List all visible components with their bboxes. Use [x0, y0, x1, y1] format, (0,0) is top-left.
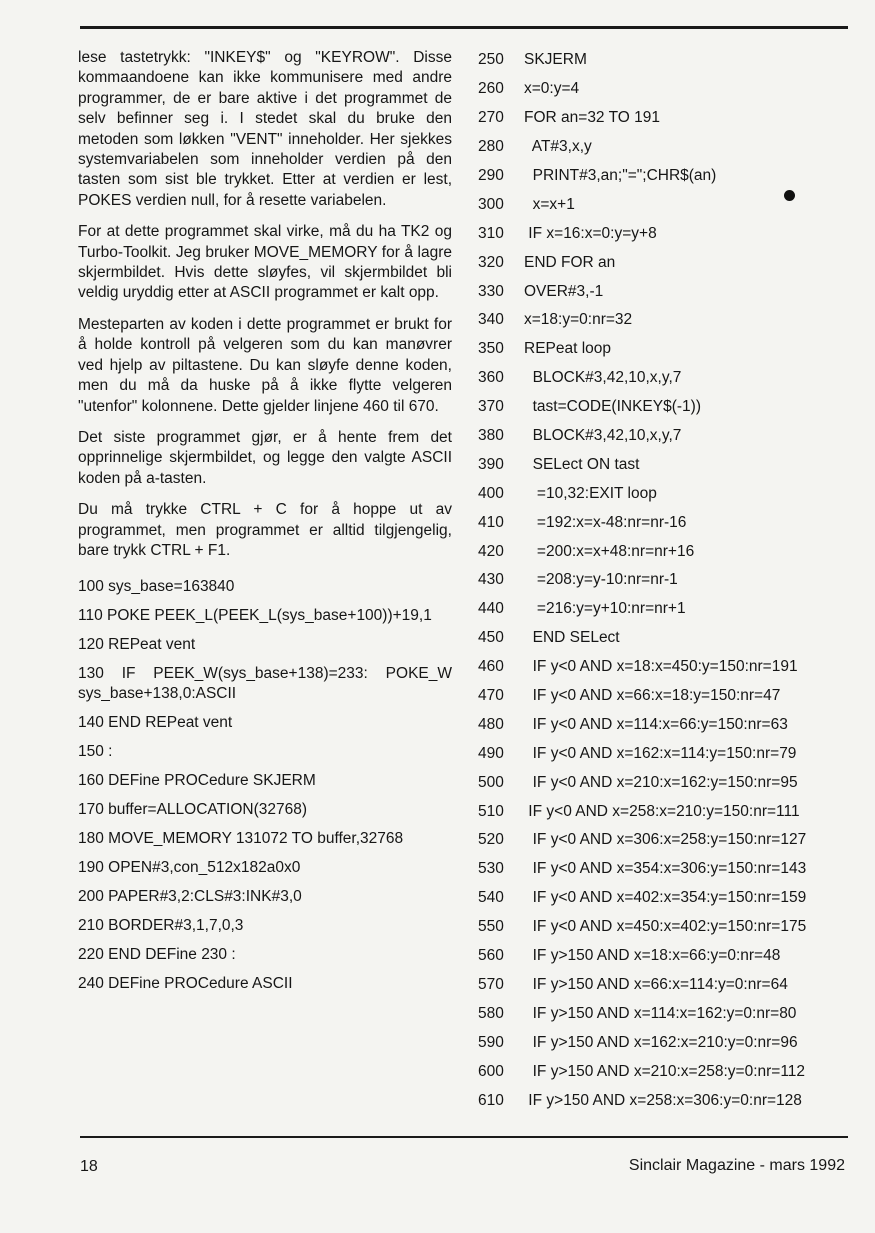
code-line — [478, 422, 840, 451]
code-line — [478, 768, 840, 797]
code-line: 130 IF PEEK_W(sys_base+138)=233: POKE_W sys_base+138,0:ASCII — [78, 665, 452, 703]
code-line — [478, 450, 840, 479]
statement: IF y>150 AND x=114:x=162:y=0:nr=80 — [524, 1004, 797, 1022]
line-number: 470 — [478, 687, 504, 705]
code-line — [478, 797, 840, 826]
statement: IF y<0 AND x=258:x=210:y=150:nr=111 — [524, 802, 800, 820]
code-line: 160 DEFine PROCedure SKJERM — [78, 772, 316, 790]
code-line — [478, 364, 840, 393]
line-number: 290 — [478, 167, 504, 184]
statement: IF y>150 AND x=18:x=66:y=0:nr=48 — [524, 947, 781, 965]
code-line — [478, 1057, 840, 1086]
statement: IF x=16:x=0:y=y+8 — [524, 224, 657, 242]
line-number: 250 — [478, 51, 504, 69]
code-line — [478, 855, 840, 884]
code-line — [478, 335, 840, 364]
code-line — [478, 219, 840, 248]
statement: IF y<0 AND x=402:x=354:y=150:nr=159 — [524, 889, 807, 907]
code-line — [478, 884, 840, 913]
code-line: 100 sys_base=163840 — [78, 578, 235, 596]
code-line — [478, 537, 840, 566]
line-number: 260 — [478, 80, 504, 98]
statement: IF y<0 AND x=18:x=450:y=150:nr=191 — [524, 658, 798, 676]
code-line — [478, 1086, 840, 1115]
paragraph: Du må trykke CTRL + C for å hoppe ut av programmet, men programmet er alltid tilgjengelig, bare trykk CTRL + F1. — [78, 501, 452, 559]
statement: REPeat loop — [524, 340, 612, 358]
line-number: 500 — [478, 773, 504, 791]
code-line — [478, 739, 840, 768]
bullet-dot — [784, 190, 795, 201]
statement: IF y<0 AND x=66:x=18:y=150:nr=47 — [524, 687, 781, 705]
statement: FOR an=32 TO 191 — [524, 109, 660, 127]
statement: =192:x=x-48:nr=nr-16 — [524, 513, 687, 531]
statement: x=0:y=4 — [524, 80, 580, 98]
code-line — [478, 75, 840, 104]
code-line — [478, 971, 840, 1000]
code-line — [478, 277, 840, 306]
code-line: 180 MOVE_MEMORY 131072 TO buffer,32768 — [78, 830, 404, 848]
code-line — [478, 46, 840, 75]
line-number: 440 — [478, 600, 504, 618]
statement: =208:y=y-10:nr=nr-1 — [524, 571, 678, 589]
code-line: 210 BORDER#3,1,7,0,3 — [78, 917, 244, 935]
line-number: 550 — [478, 918, 504, 936]
line-number: 530 — [478, 860, 504, 878]
code-line — [478, 162, 840, 191]
line-number: 560 — [478, 947, 504, 965]
magazine-footer: Sinclair Magazine - mars 1992 — [628, 1157, 845, 1174]
line-number: 480 — [478, 715, 504, 733]
statement: =216:y=y+10:nr=nr+1 — [524, 600, 686, 618]
line-number: 360 — [478, 369, 504, 387]
line-number: 370 — [478, 398, 504, 416]
statement: BLOCK#3,42,10,x,y,7 — [524, 427, 682, 445]
statement: END FOR an — [524, 253, 616, 271]
code-line: 200 PAPER#3,2:CLS#3:INK#3,0 — [78, 888, 302, 906]
code-line — [478, 479, 840, 508]
line-number: 300 — [478, 195, 504, 213]
statement: =10,32:EXIT loop — [524, 484, 657, 502]
statement: IF y<0 AND x=354:x=306:y=150:nr=143 — [524, 860, 807, 878]
code-line: 170 buffer=ALLOCATION(32768) — [78, 801, 308, 819]
line-number: 340 — [478, 311, 504, 329]
code-line — [478, 133, 840, 162]
line-number: 570 — [478, 975, 504, 993]
line-number: 350 — [478, 340, 504, 358]
line-number: 330 — [478, 282, 504, 300]
statement: x=x+1 — [524, 195, 575, 213]
statement: END SELect — [524, 629, 620, 647]
statement: =200:x=x+48:nr=nr+16 — [524, 542, 695, 560]
statement: tast=CODE(INKEY$(-1)) — [524, 398, 701, 416]
statement: IF y<0 AND x=162:x=114:y=150:nr=79 — [524, 744, 797, 762]
code-line: 120 REPeat vent — [78, 636, 196, 654]
code-line — [478, 942, 840, 971]
code-line — [478, 653, 840, 682]
statement: IF y>150 AND x=162:x=210:y=0:nr=96 — [524, 1033, 798, 1051]
code-line — [478, 710, 840, 739]
code-line: 110 POKE PEEK_L(PEEK_L(sys_base+100))+19,1 — [78, 607, 432, 625]
statement: SELect ON tast — [524, 455, 640, 473]
code-line — [478, 999, 840, 1028]
left-column — [78, 48, 452, 998]
line-number: 490 — [478, 744, 504, 762]
paragraph: Det siste programmet gjør, er å hente frem det opprinnelige skjermbildet, og legge den valgte ASCII koden på a-tasten. — [78, 428, 452, 487]
line-number: 540 — [478, 889, 504, 907]
statement: IF y>150 AND x=258:x=306:y=0:nr=128 — [524, 1091, 802, 1109]
statement: x=18:y=0:nr=32 — [524, 311, 633, 329]
page-number: 18 — [80, 1158, 98, 1175]
code-line — [478, 913, 840, 942]
paragraph: For at dette programmet skal virke, må du ha TK2 og Turbo-Toolkit. Jeg bruker MOVE_MEMORY for å lagre skjermbildet. Hvis dette sløyfes, vil skjermbildet bli veldig uryddig etter at ASCII programmet er kalt opp. — [78, 223, 452, 302]
line-number: 610 — [478, 1091, 504, 1109]
code-line — [478, 248, 840, 277]
code-line: 190 OPEN#3,con_512x182a0x0 — [78, 859, 301, 877]
line-number: 460 — [478, 658, 504, 676]
code-line: 140 END REPeat vent — [78, 714, 233, 732]
paragraph: lese tastetrykk: "INKEY$" og "KEYROW". Disse kommaandoene kan ikke kommunisere med andre programmer, de er bare aktive i det programmet de selv befinner seg i. I stedet skal du bruke den metoden som løkken "VENT" inneholder. Her sjekkes systemvariabelen som inneholder verdien på den tasten som sist ble trykket. Etter at verdien er lest, POKES verdien null, for å resette variabelen. — [78, 49, 452, 209]
line-number: 380 — [478, 427, 504, 445]
line-number: 400 — [478, 484, 504, 502]
code-line — [478, 595, 840, 624]
line-number: 280 — [478, 138, 504, 156]
statement: IF y<0 AND x=210:x=162:y=150:nr=95 — [524, 773, 798, 791]
line-number: 310 — [478, 224, 504, 242]
code-line — [478, 566, 840, 595]
line-number: 520 — [478, 831, 504, 849]
statement: BLOCK#3,42,10,x,y,7 — [524, 369, 682, 387]
statement: OVER#3,-1 — [524, 282, 604, 300]
statement: IF y<0 AND x=114:x=66:y=150:nr=63 — [524, 715, 788, 733]
code-line — [478, 104, 840, 133]
line-number: 600 — [478, 1062, 504, 1080]
line-number: 390 — [478, 455, 504, 473]
statement: IF y>150 AND x=66:x=114:y=0:nr=64 — [524, 975, 788, 993]
line-number: 450 — [478, 629, 504, 647]
code-line — [478, 508, 840, 537]
top-rule — [80, 26, 848, 29]
code-line: 220 END DEFine 230 : — [78, 946, 236, 964]
statement: IF y>150 AND x=210:x=258:y=0:nr=112 — [524, 1062, 806, 1080]
statement: IF y<0 AND x=450:x=402:y=150:nr=175 — [524, 918, 807, 936]
bottom-rule — [80, 1136, 848, 1138]
code-line — [478, 1028, 840, 1057]
line-number: 320 — [478, 253, 504, 271]
statement: AT#3,x,y — [524, 138, 592, 156]
code-line — [478, 682, 840, 711]
line-number: 430 — [478, 571, 504, 589]
statement: PRINT#3,an;"=";CHR$(an) — [524, 167, 717, 184]
line-number: 420 — [478, 542, 504, 560]
code-line: 150 : — [78, 743, 113, 761]
code-line — [478, 306, 840, 335]
code-listing-right — [478, 46, 840, 1115]
line-number: 410 — [478, 513, 504, 531]
paragraph: Mesteparten av koden i dette programmet er brukt for å holde kontroll på velgeren som du kan manøvrer ved hjelp av piltastene. Du kan sløyfe denne koden, men du må da huske på å ikke flytte velgeren "utenfor" kolonnene. Dette gjelder linjene 460 til 670. — [78, 315, 452, 415]
statement: SKJERM — [524, 51, 587, 69]
line-number: 590 — [478, 1033, 504, 1051]
code-line — [478, 393, 840, 422]
code-line — [478, 624, 840, 653]
line-number: 510 — [478, 802, 504, 820]
code-listing-left — [78, 572, 452, 998]
statement: IF y<0 AND x=306:x=258:y=150:nr=127 — [524, 831, 807, 849]
line-number: 580 — [478, 1004, 504, 1022]
code-line — [478, 826, 840, 855]
code-line: 240 DEFine PROCedure ASCII — [78, 975, 293, 993]
line-number: 270 — [478, 109, 504, 127]
